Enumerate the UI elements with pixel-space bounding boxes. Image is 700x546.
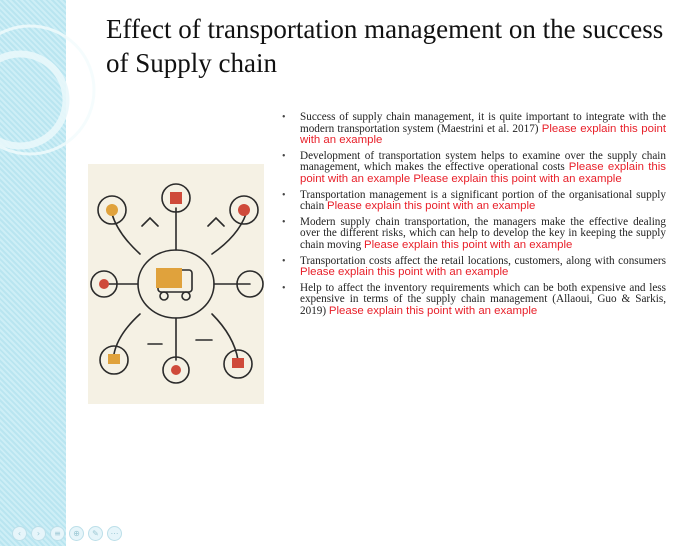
bullet-dot-icon: • [282, 150, 286, 162]
slide-title: Effect of transportation management on the success of Supply chain [106, 14, 664, 78]
more-icon[interactable]: ⋯ [107, 526, 122, 541]
explain-note: Please explain this point with an example [327, 200, 536, 213]
bullet-item: • Success of supply chain management, it is quite important to integrate with the modern transportation system (Maestrini et al. 2017) Please explain this point with an example [282, 111, 666, 147]
bullet-dot-icon: • [282, 112, 286, 123]
explain-note: Please explain this point with an example [300, 122, 666, 147]
bullet-item: • Help to affect the inventory requirements which can be both expensive and less expensive in terms of the supply chain management (Allaoui, Guo & Sarkis, 2019) Please explain this point with an example [282, 281, 666, 317]
bullet-dot-icon: • [282, 216, 286, 228]
prev-icon[interactable]: ‹ [12, 526, 27, 541]
slide-navigation [12, 526, 122, 541]
supply-chain-doodle-icon [88, 164, 264, 404]
bullet-item: • Transportation management is a significant portion of the organisational supply chain Please explain this point with an example [282, 188, 666, 213]
explain-note: Please explain this point with an example Please explain this point with an example [300, 161, 666, 185]
bullet-dot-icon: • [282, 282, 286, 294]
explain-note: Please explain this point with an example [328, 304, 538, 317]
menu-icon[interactable]: ≡ [50, 526, 65, 541]
next-icon[interactable]: › [31, 526, 46, 541]
bullet-item: • Modern supply chain transportation, the managers make the effective dealing over the different risks, which can help to develop the key in keeping the supply chain moving Please explain this point with an example [282, 215, 666, 251]
bullet-dot-icon: • [282, 189, 286, 201]
explain-note: Please explain this point with an example [300, 266, 509, 279]
explain-note: Please explain this point with an example [364, 238, 573, 251]
bullet-item: • Transportation costs affect the retail locations, customers, along with consumers Please explain this point with an example [282, 254, 666, 279]
bullet-list [280, 112, 666, 322]
zoom-icon[interactable]: ⊕ [69, 526, 84, 541]
bullet-item: • Development of transportation system helps to examine over the supply chain management, which makes the effective operational costs Please explain this point with an example Please explain this point with an example [282, 149, 666, 185]
bullet-dot-icon: • [282, 255, 286, 267]
supply-chain-illustration [88, 164, 264, 404]
pen-icon[interactable]: ✎ [88, 526, 103, 541]
